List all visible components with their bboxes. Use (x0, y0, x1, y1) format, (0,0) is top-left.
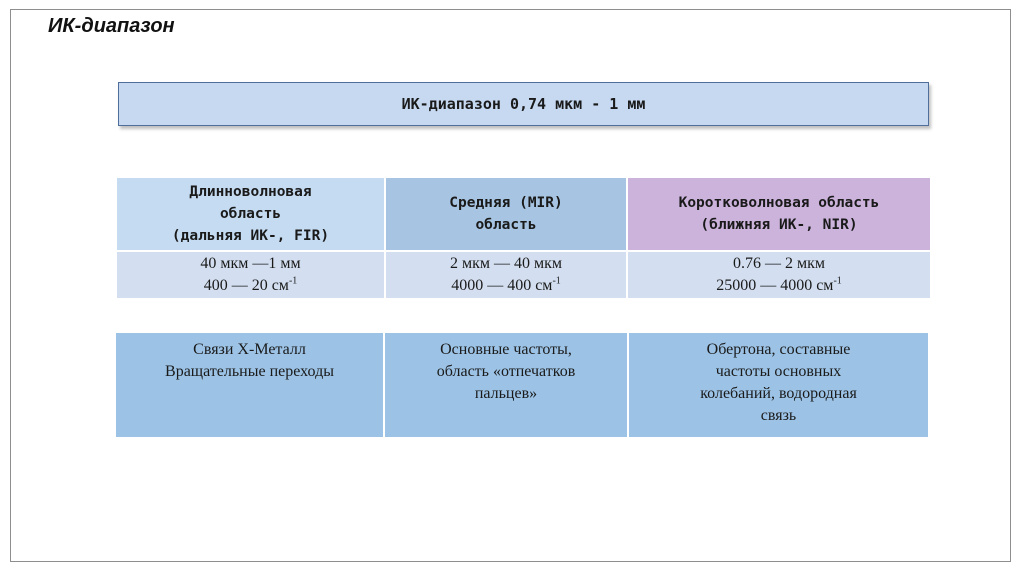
transition-line: колебаний, водородная (700, 385, 857, 402)
transitions-far (116, 333, 384, 437)
wavenumber-text: 400 — 20 см (203, 277, 289, 294)
range-name-line: (ближняя ИК-, NIR) (700, 217, 858, 233)
unit-exponent: -1 (833, 275, 842, 287)
transition-line: область «отпечатков (436, 363, 576, 380)
transition-line: Вращательные переходы (165, 363, 334, 380)
unit-exponent: -1 (552, 275, 561, 287)
wavenumber-value (628, 275, 930, 297)
wavelength-value: 2 мкм — 40 мкм (449, 255, 563, 272)
transition-line: пальцев» (474, 385, 538, 402)
range-name-near (627, 178, 930, 251)
range-name-mid (385, 178, 627, 251)
range-values-far (117, 251, 385, 298)
ranges-header-row (117, 178, 930, 251)
range-name-line: Длинноволновая (189, 184, 312, 200)
transition-line: связь (760, 407, 797, 424)
transition-line: Основные частоты, (440, 341, 572, 358)
range-name-line: Средняя (MIR) (449, 195, 563, 211)
transitions-table (116, 333, 928, 437)
range-values-near (627, 251, 930, 298)
slide-title: ИК-диапазон (48, 15, 175, 37)
wavenumber-text: 25000 — 4000 см (716, 277, 834, 294)
wavenumber-value (117, 275, 384, 297)
range-name-line: Коротковолновая область (678, 195, 880, 211)
range-name-far (117, 178, 385, 251)
wavenumber-text: 4000 — 400 см (451, 277, 553, 294)
transitions-near (628, 333, 928, 437)
transitions-row (116, 333, 928, 437)
wavelength-value: 40 мкм —1 мм (200, 255, 301, 272)
transitions-mid (384, 333, 628, 437)
ranges-values-row (117, 251, 930, 298)
transition-line: частоты основных (715, 363, 842, 380)
transition-line: Связи Х-Металл (193, 341, 306, 358)
unit-exponent: -1 (288, 275, 298, 287)
transition-line: Обертона, составные (706, 341, 851, 358)
range-header-text: ИК-диапазон 0,74 мкм - 1 мм (401, 95, 646, 113)
ir-ranges-table (117, 178, 930, 298)
wavenumber-value (386, 275, 626, 297)
range-header-box (118, 82, 929, 126)
range-name-line: область (475, 217, 537, 233)
range-name-line: область (219, 206, 282, 222)
range-name-line: (дальняя ИК-, FIR) (171, 228, 330, 244)
wavelength-value: 0.76 — 2 мкм (732, 255, 826, 272)
range-values-mid (385, 251, 627, 298)
